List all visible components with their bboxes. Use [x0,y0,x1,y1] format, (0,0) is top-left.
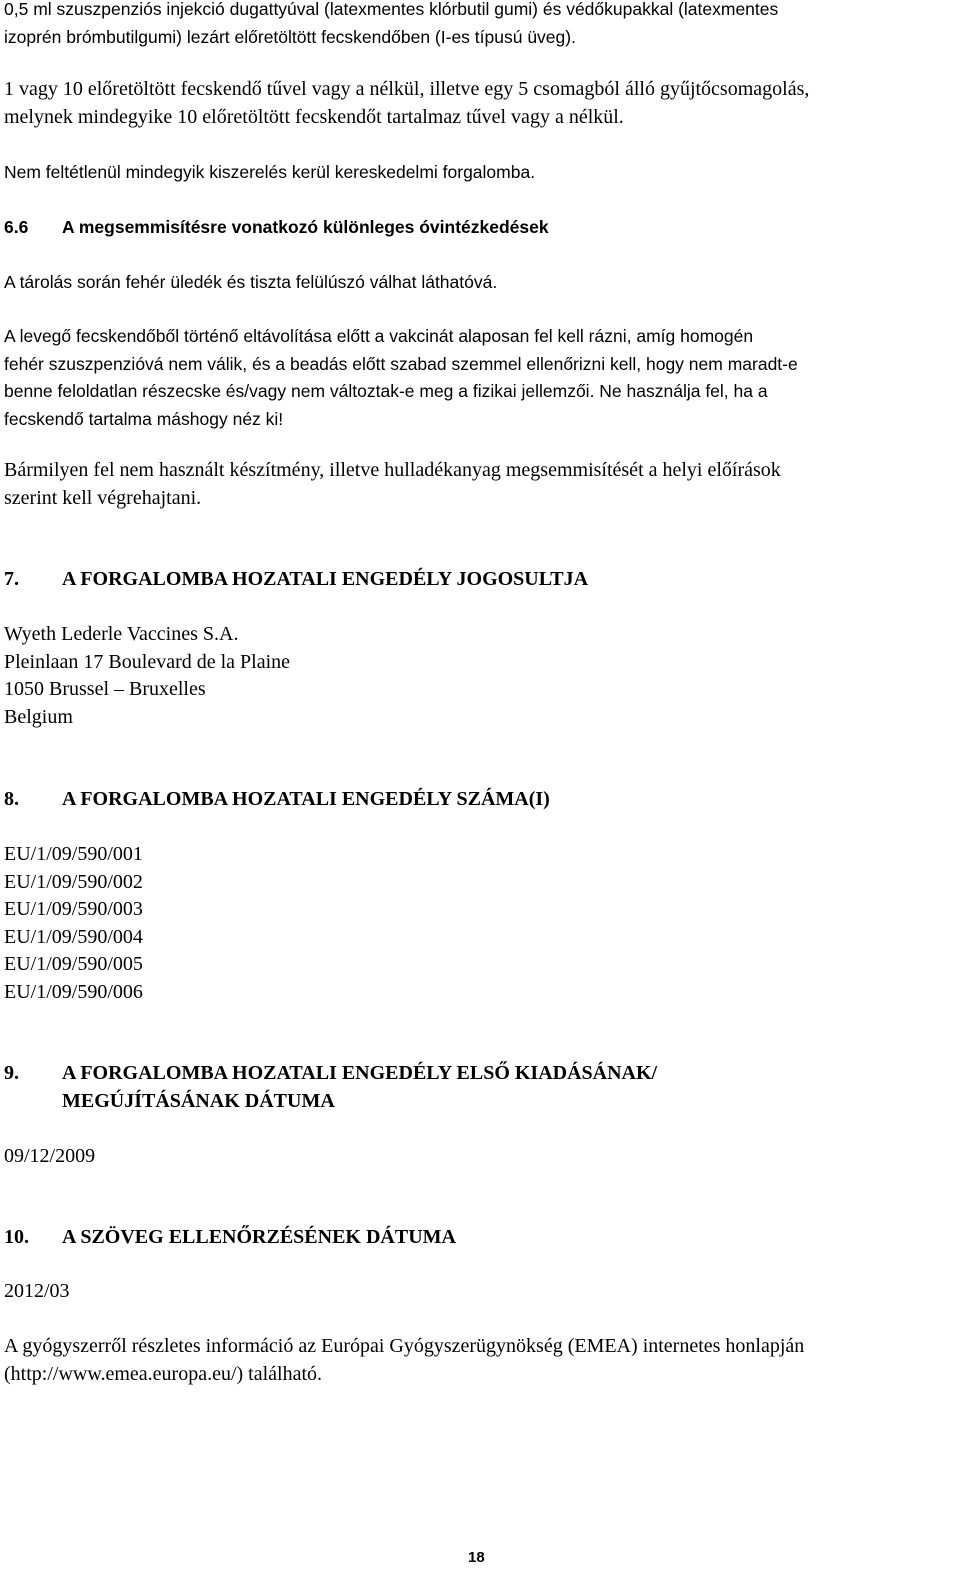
intro-paragraph [4,0,954,51]
storage-note: A tárolás során fehér üledék és tiszta felülúszó válhat láthatóvá. [4,272,498,292]
disposal-line-2: szerint kell végrehajtani. [4,486,202,509]
not-all-marketed-note: Nem feltétlenül mindegyik kiszerelés kerül kereskedelmi forgalomba. [4,162,536,182]
section-10-number: 10. [4,1226,29,1248]
section-7-number: 7. [4,568,19,590]
shaking-line-1: A levegő fecskendőből történő eltávolítása előtt a vakcinát alaposan fel kell rázni, amíg homogén [4,326,754,346]
section-6-6-heading [4,214,954,242]
holder-country: Belgium [4,705,73,728]
authorisation-numbers [4,841,954,1006]
section-8-number: 8. [4,788,19,810]
revision-date: 2012/03 [4,1280,70,1302]
ema-info-line-2: (http://www.emea.europa.eu/) található. [4,1362,323,1385]
section-9-title-line-1: A FORGALOMBA HOZATALI ENGEDÉLY ELSŐ KIADÁSÁNAK/ [62,1062,658,1084]
authorisation-number: EU/1/09/590/006 [4,980,143,1003]
authorisation-number: EU/1/09/590/001 [4,843,143,865]
authorisation-number: EU/1/09/590/002 [4,870,143,893]
section-9-number: 9. [4,1062,19,1084]
shaking-line-3: benne feloldatlan részecske és/vagy nem változtak-e meg a fizikai jellemzői. Ne használja fel, ha a [4,381,768,401]
ema-info-paragraph [4,1333,954,1388]
ema-info-line-1: A gyógyszerről részletes információ az Európai Gyógyszerügynökség (EMEA) internetes honlapján [4,1335,805,1357]
section-6-6-number: 6.6 [4,217,29,237]
section-9-heading [4,1060,954,1115]
section-7-heading [4,566,954,594]
first-authorisation-date: 09/12/2009 [4,1145,96,1167]
section-7-title: A FORGALOMBA HOZATALI ENGEDÉLY JOGOSULTJA [62,568,589,590]
authorisation-number: EU/1/09/590/003 [4,898,143,920]
shaking-instructions-paragraph [4,323,954,433]
section-9-title-line-2: MEGÚJÍTÁSÁNAK DÁTUMA [62,1089,335,1112]
authorisation-number: EU/1/09/590/004 [4,925,143,948]
disposal-paragraph [4,457,954,512]
holder-street: Pleinlaan 17 Boulevard de la Plaine [4,650,291,673]
holder-city: 1050 Brussel – Bruxelles [4,678,206,700]
section-10-heading [4,1224,954,1252]
holder-address [4,621,954,731]
intro-line-2: izoprén brómbutilgumi) lezárt előretöltött fecskendőben (I-es típusú üveg). [4,26,576,47]
packaging-line-1: 1 vagy 10 előretöltött fecskendő tűvel vagy a nélkül, illetve egy 5 csomagból álló gyűjtőcsomagolás, [4,78,810,100]
shaking-line-2: fehér szuszpenzióvá nem válik, és a beadás előtt szabad szemmel ellenőrizni kell, hogy nem maradt-e [4,353,798,374]
section-8-title: A FORGALOMBA HOZATALI ENGEDÉLY SZÁMA(I) [62,788,550,810]
section-10-title: A SZÖVEG ELLENŐRZÉSÉNEK DÁTUMA [62,1226,456,1248]
disposal-line-1: Bármilyen fel nem használt készítmény, illetve hulladékanyag megsemmisítését a helyi előírások [4,459,781,481]
intro-line-1: 0,5 ml szuszpenziós injekció dugattyúval (latexmentes klórbutil gumi) és védőkupakkal (latexmentes [4,0,779,19]
page-number: 18 [468,1549,485,1566]
section-8-heading [4,786,954,814]
section-6-6-title: A megsemmisítésre vonatkozó különleges óvintézkedések [62,217,549,237]
authorisation-number: EU/1/09/590/005 [4,953,143,975]
packaging-paragraph [4,76,954,131]
holder-name: Wyeth Lederle Vaccines S.A. [4,623,239,645]
packaging-line-2: melynek mindegyike 10 előretöltött fecskendőt tartalmaz tűvel vagy a nélkül. [4,105,624,128]
shaking-line-4: fecskendő tartalma máshogy néz ki! [4,408,284,429]
